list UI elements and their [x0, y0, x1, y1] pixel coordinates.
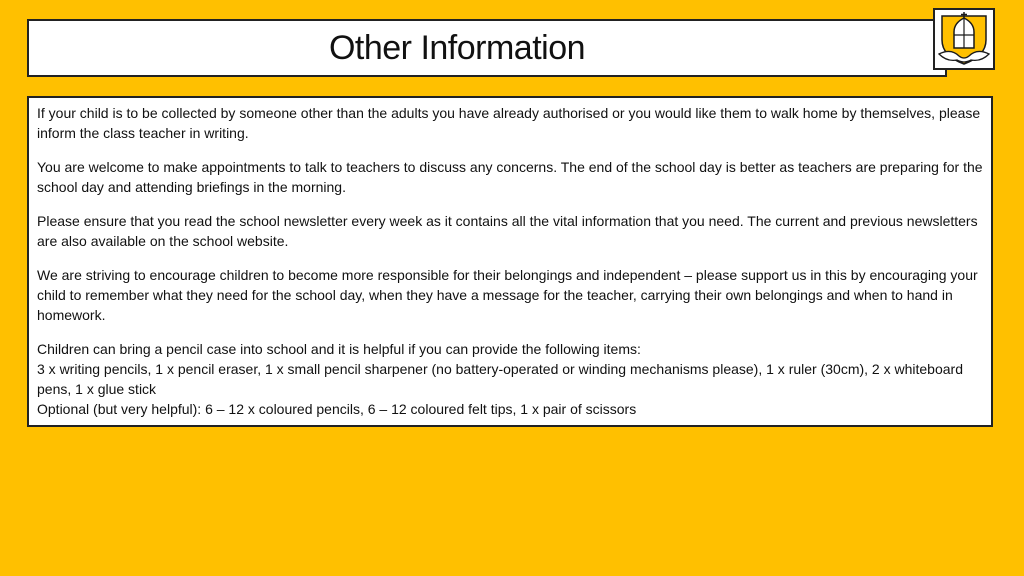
- paragraph-newsletter: Please ensure that you read the school newsletter every week as it contains all the vital information that you need. The current and previous newsletters are also available on the school website.: [37, 213, 978, 249]
- school-logo: [933, 8, 995, 70]
- title-banner: [27, 19, 947, 77]
- paragraph-responsibility: We are striving to encourage children to become more responsible for their belongings and independent – please support us in this by encouraging your child to remember what they need for the school day, when they have a message for the teacher, carrying their own belongings and when to hand in homework.: [37, 267, 978, 323]
- supplies-required: 3 x writing pencils, 1 x pencil eraser, 1 x small pencil sharpener (no battery-operated or winding mechanisms please), 1 x ruler (30cm), 2 x whiteboard pens, 1 x glue stick: [37, 361, 963, 397]
- information-panel: [27, 96, 993, 427]
- paragraph-collection: If your child is to be collected by someone other than the adults you have already authorised or you would like them to walk home by themselves, please inform the class teacher in writing.: [37, 105, 981, 141]
- school-crest-icon: [935, 10, 993, 68]
- supplies-optional: Optional (but very helpful): 6 – 12 x coloured pencils, 6 – 12 coloured felt tips, 1 x pair of scissors: [37, 401, 637, 417]
- paragraph-appointments: You are welcome to make appointments to talk to teachers to discuss any concerns. The end of the school day is better as teachers are preparing for the school day and attending briefings in the morning.: [37, 159, 983, 195]
- supplies-intro: Children can bring a pencil case into school and it is helpful if you can provide the following items:: [37, 341, 641, 357]
- page-title: Other Information: [328, 28, 586, 67]
- paragraph-supplies: [37, 339, 983, 419]
